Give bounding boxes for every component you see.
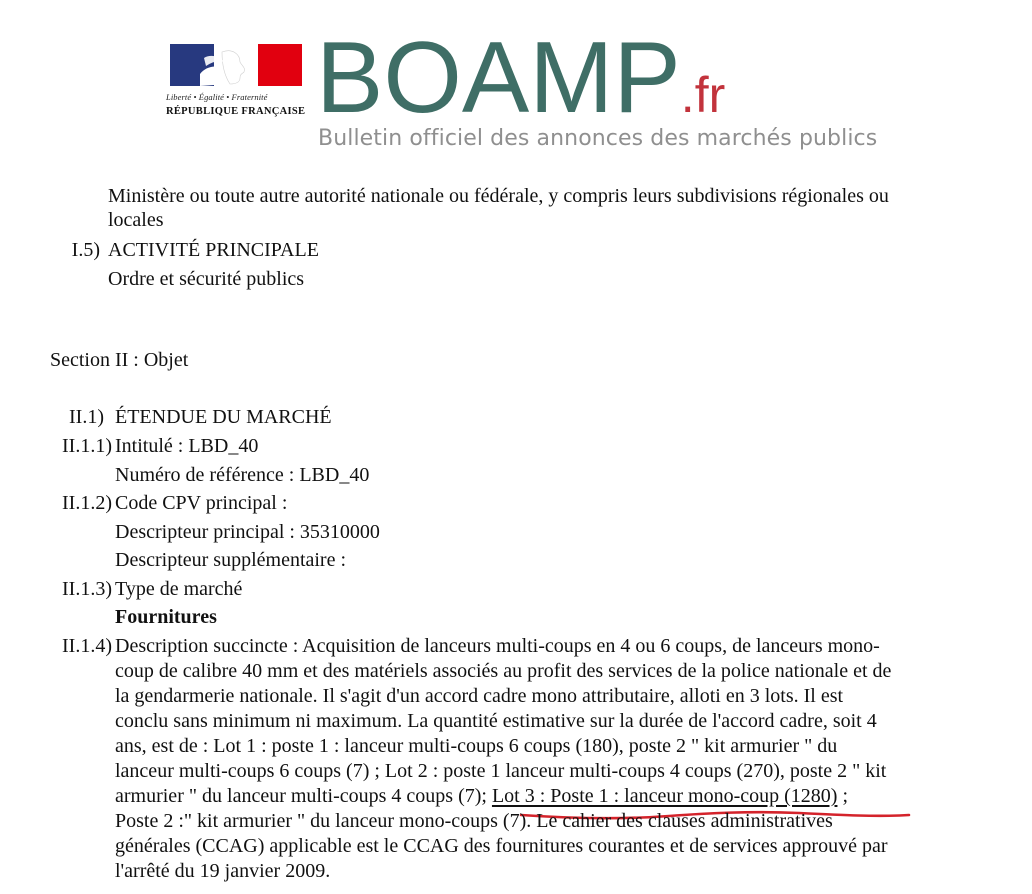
lot3-highlight: Lot 3 : Poste 1 : lanceur mono-coup (1280): [491, 785, 838, 807]
description-line: générales (CCAG) applicable est le CCAG des fournitures courantes et de services approuvé par: [115, 835, 888, 857]
section-number-ii1: II.1): [69, 406, 104, 428]
boamp-header: [0, 0, 1032, 170]
contract-type-value: Fournitures: [115, 606, 217, 628]
description-line: Poste 2 :" kit armurier " du lanceur mono-coups (7). Le cahier des clauses administratives: [115, 810, 833, 832]
description-line: conclu sans minimum ni maximum. La quantité estimative sur la durée de l'accord cadre, soit 4: [115, 710, 877, 732]
description-line: Description succincte : Acquisition de lanceurs multi-coups en 4 ou 6 coups, de lanceurs mono-: [115, 635, 880, 657]
section-number-ii13: II.1.3): [62, 578, 112, 600]
reference-number: Numéro de référence : LBD_40: [115, 464, 370, 486]
description-text-before: armurier " du lanceur multi-coups 4 coups (7);: [115, 785, 492, 807]
section-title-i5: ACTIVITÉ PRINCIPALE: [108, 239, 319, 261]
contract-type-label: Type de marché: [115, 578, 243, 600]
description-line: coup de calibre 40 mm et des matériels associés au profit des services de la police nationale et de: [115, 660, 892, 682]
description-line: la gendarmerie nationale. Il s'agit d'un accord cadre mono attributaire, alloti en 3 lots. Il est: [115, 685, 844, 707]
authority-line-1: Ministère ou toute autre autorité nationale ou fédérale, y compris leurs subdivisions régionales ou: [108, 185, 889, 207]
marianne-flag-icon: [170, 44, 302, 86]
intitule: Intitulé : LBD_40: [115, 435, 259, 457]
logo-suffix: .fr: [680, 67, 726, 123]
republic-name: RÉPUBLIQUE FRANÇAISE: [166, 106, 306, 117]
section-number-i5: I.5): [71, 239, 100, 261]
cpv-supplementary-descriptor: Descripteur supplémentaire :: [115, 549, 347, 571]
cpv-code-label: Code CPV principal :: [115, 492, 288, 514]
principal-activity-value: Ordre et sécurité publics: [108, 268, 305, 290]
description-line-highlighted: [115, 784, 848, 808]
section-number-ii11: II.1.1): [62, 435, 112, 457]
description-text-after: ;: [837, 785, 849, 807]
authority-line-2: locales: [108, 209, 164, 231]
description-line: ans, est de : Lot 1 : poste 1 : lanceur multi-coups 6 coups (180), poste 2 " kit armurier " du: [115, 735, 838, 757]
description-line: l'arrêté du 19 janvier 2009.: [115, 860, 331, 882]
republic-motto: Liberté • Égalité • Fraternité: [166, 92, 268, 102]
logo-main: BOAMP: [316, 22, 681, 134]
description-line: lanceur multi-coups 6 coups (7) ; Lot 2 : poste 1 lanceur multi-coups 4 coups (270), poste 2 " kit: [115, 760, 887, 782]
cpv-principal-descriptor: Descripteur principal : 35310000: [115, 521, 380, 543]
section-number-ii14: II.1.4): [62, 635, 112, 657]
boamp-tagline: Bulletin officiel des annonces des marchés publics: [318, 126, 878, 151]
section-title-ii1: ÉTENDUE DU MARCHÉ: [115, 406, 332, 428]
section-ii-heading: Section II : Objet: [50, 349, 189, 371]
section-number-ii12: II.1.2): [62, 492, 112, 514]
